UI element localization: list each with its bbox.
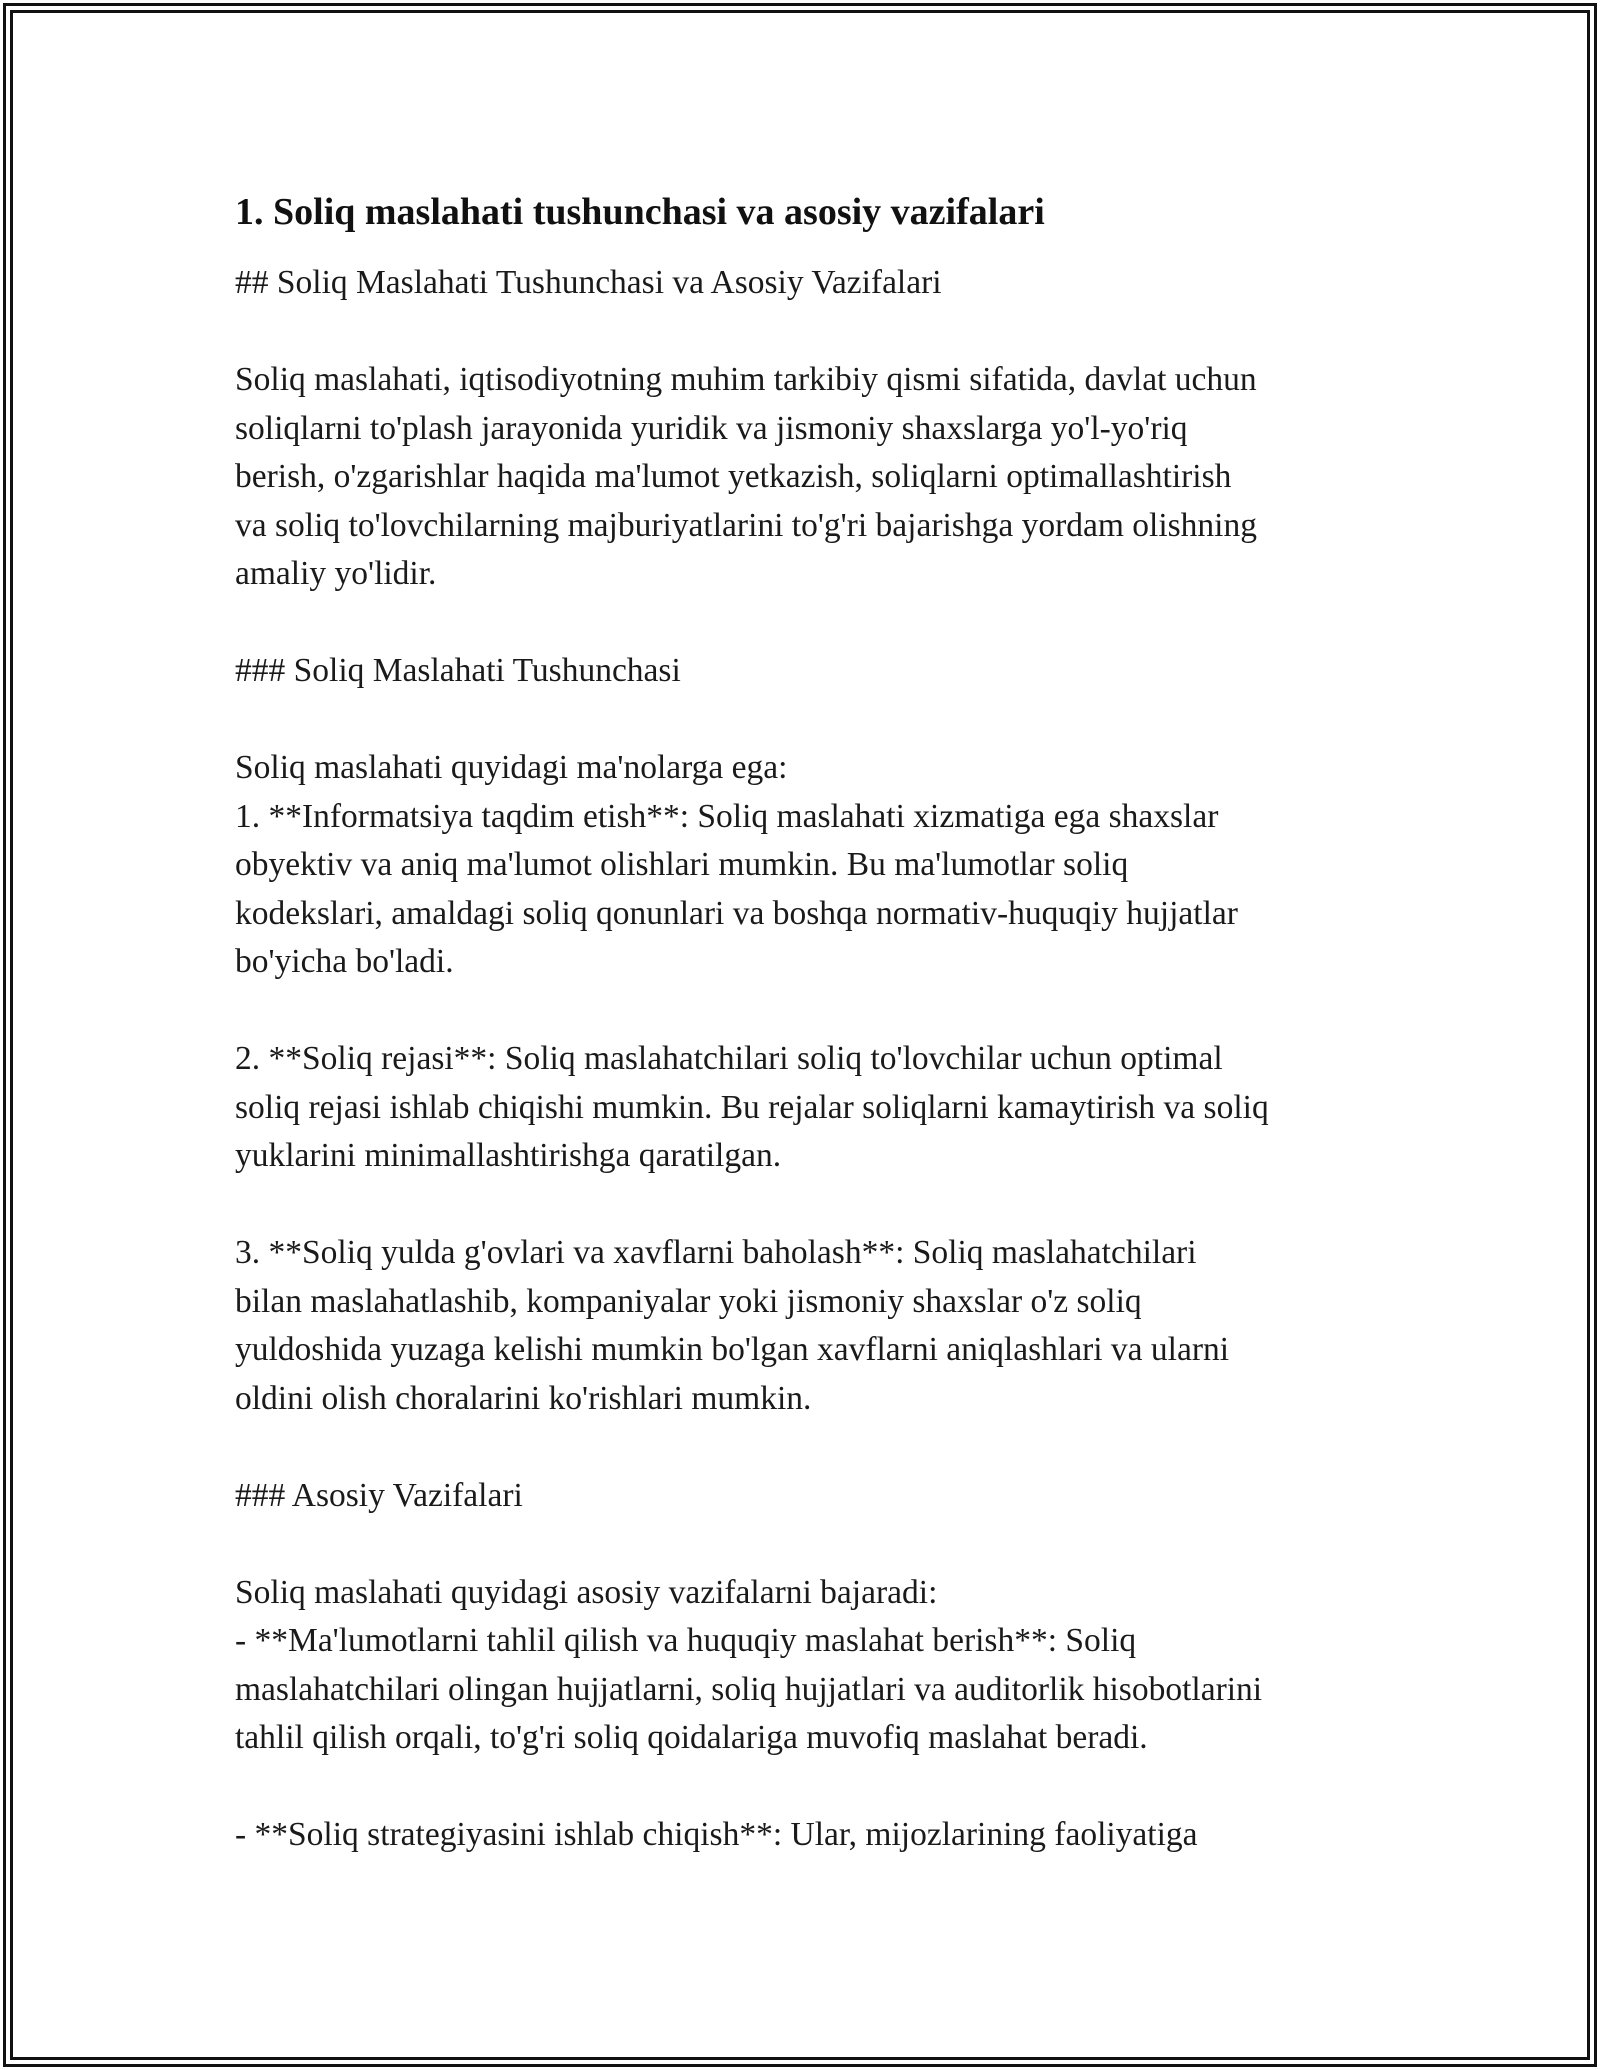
text-line: amaliy yo'lidir. bbox=[235, 555, 437, 592]
text-line: Soliq maslahati, iqtisodiyotning muhim tarkibiy qismi sifatida, davlat uchun bbox=[235, 361, 1257, 398]
text-line: ## Soliq Maslahati Tushunchasi va Asosiy Vazifalari bbox=[235, 264, 942, 301]
text-line: ### Soliq Maslahati Tushunchasi bbox=[235, 652, 681, 689]
paragraph-gap bbox=[235, 308, 1375, 357]
paragraph bbox=[235, 1229, 1375, 1423]
text-line: Soliq maslahati quyidagi asosiy vazifalarni bajaradi: bbox=[235, 1573, 938, 1611]
text-line: soliqlarni to'plash jarayonida yuridik va jismoniy shaxslarga yo'l-yo'riq bbox=[235, 409, 1188, 447]
text-line: obyektiv va aniq ma'lumot olishlari mumkin. Bu ma'lumotlar soliq bbox=[235, 846, 1129, 883]
paragraph bbox=[235, 1811, 1375, 1860]
text-line: yuldoshida yuzaga kelishi mumkin bo'lgan xavflarni aniqlashlari va ularni bbox=[235, 1331, 1230, 1368]
text-line: 2. **Soliq rejasi**: Soliq maslahatchilari soliq to'lovchilar uchun optimal bbox=[235, 1040, 1223, 1077]
document-title: 1. Soliq maslahati tushunchasi va asosiy vazifalari bbox=[235, 191, 1045, 233]
paragraph bbox=[235, 1035, 1375, 1181]
text-line: berish, o'zgarishlar haqida ma'lumot yetkazish, soliqlarni optimallashtirish bbox=[235, 458, 1232, 495]
paragraph-gap bbox=[235, 987, 1375, 1036]
text-line: va soliq to'lovchilarning majburiyatlarini to'g'ri bajarishga yordam olishning bbox=[235, 506, 1257, 544]
text-line: oldini olish choralarini ko'rishlari mumkin. bbox=[235, 1379, 812, 1417]
paragraph-gap bbox=[235, 1423, 1375, 1472]
text-line: soliq rejasi ishlab chiqishi mumkin. Bu rejalar soliqlarni kamaytirish va soliq bbox=[235, 1088, 1269, 1126]
text-line: bilan maslahatlashib, kompaniyalar yoki jismoniy shaxslar o'z soliq bbox=[235, 1282, 1142, 1320]
text-line: bo'yicha bo'ladi. bbox=[235, 943, 454, 980]
text-line: - **Ma'lumotlarni tahlil qilish va huquqiy maslahat berish**: Soliq bbox=[235, 1622, 1137, 1659]
paragraph bbox=[235, 1472, 1375, 1521]
paragraph-gap bbox=[235, 1763, 1375, 1812]
text-line: kodekslari, amaldagi soliq qonunlari va boshqa normativ-huquqiy hujjatlar bbox=[235, 894, 1238, 932]
text-line: - **Soliq strategiyasini ishlab chiqish**: Ular, mijozlarining faoliyatiga bbox=[235, 1816, 1198, 1853]
paragraph bbox=[235, 259, 1375, 308]
document-blocks bbox=[235, 259, 1375, 1860]
text-line: 3. **Soliq yulda g'ovlari va xavflarni baholash**: Soliq maslahatchilari bbox=[235, 1234, 1197, 1271]
paragraph bbox=[235, 744, 1375, 987]
text-line: maslahatchilari olingan hujjatlarni, soliq hujjatlari va auditorlik hisobotlarini bbox=[235, 1670, 1263, 1708]
text-line: yuklarini minimallashtirishga qaratilgan. bbox=[235, 1137, 782, 1174]
paragraph-gap bbox=[235, 696, 1375, 745]
text-line: Soliq maslahati quyidagi ma'nolarga ega: bbox=[235, 749, 788, 786]
document-body bbox=[235, 186, 1375, 1860]
paragraph-gap bbox=[235, 1520, 1375, 1569]
paragraph-gap bbox=[235, 599, 1375, 648]
paragraph bbox=[235, 356, 1375, 599]
paragraph bbox=[235, 1569, 1375, 1763]
text-line: tahlil qilish orqali, to'g'ri soliq qoidalariga muvofiq maslahat beradi. bbox=[235, 1719, 1148, 1756]
text-line: ### Asosiy Vazifalari bbox=[235, 1476, 523, 1514]
paragraph-gap bbox=[235, 1181, 1375, 1230]
text-line: 1. **Informatsiya taqdim etish**: Soliq maslahati xizmatiga ega shaxslar bbox=[235, 797, 1219, 835]
paragraph bbox=[235, 647, 1375, 696]
